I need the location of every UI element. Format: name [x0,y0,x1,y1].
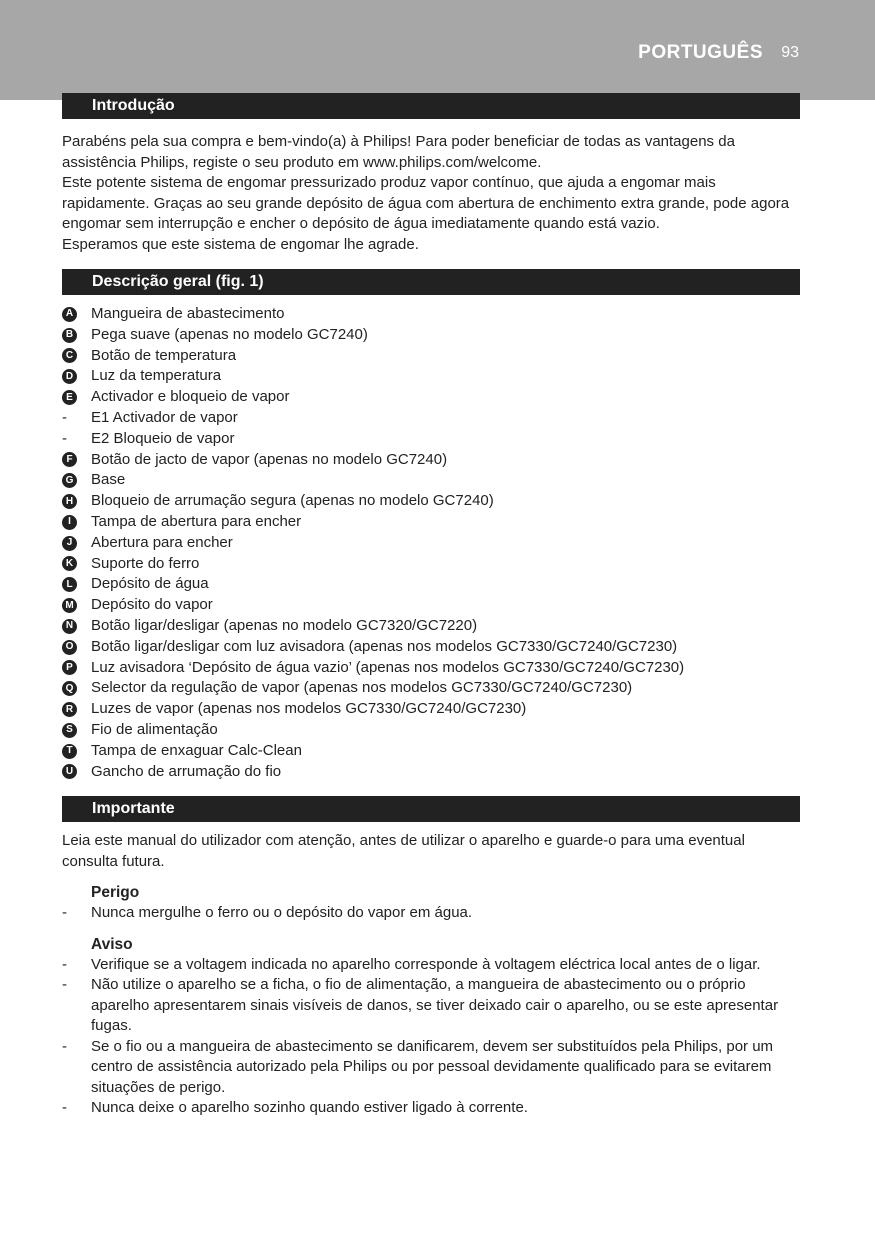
bullet-item [62,903,800,924]
bullet-item [62,975,800,1037]
part-label: Luz avisadora ‘Depósito de água vazio’ (apenas nos modelos GC7330/GC7240/GC7230) [91,658,685,676]
danger-list [62,903,800,924]
part-letter-badge: I [62,515,77,530]
parts-list-item [62,366,800,387]
dash-bullet: - [62,1099,67,1117]
dash-bullet: - [62,904,67,922]
part-letter-badge: N [62,619,77,634]
parts-list-item [62,720,800,741]
parts-list-item [62,304,800,325]
part-label: Tampa de enxaguar Calc-Clean [91,741,302,759]
bullet-item [62,1037,800,1099]
part-letter-badge: S [62,723,77,738]
part-label: Luz da temperatura [91,367,222,385]
parts-list-item [62,491,800,512]
dash-bullet: - [62,408,67,426]
part-label: Botão ligar/desligar com luz avisadora (apenas nos modelos GC7330/GC7240/GC7230) [91,637,678,655]
part-letter-badge: M [62,598,77,613]
part-label: Bloqueio de arrumação segura (apenas no modelo GC7240) [91,492,494,510]
parts-list-item [62,470,800,491]
part-label: Fio de alimentação [91,720,218,738]
part-letter-badge: E [62,390,77,405]
part-label: Activador e bloqueio de vapor [91,388,290,406]
part-letter-badge: G [62,473,77,488]
section-heading-description: Descrição geral (fig. 1) [62,269,800,295]
part-letter-badge: U [62,764,77,779]
part-label: Botão de jacto de vapor (apenas no modelo GC7240) [91,450,448,468]
part-letter-badge: J [62,536,77,551]
important-intro: Leia este manual do utilizador com atenção, antes de utilizar o aparelho e guarde-o para uma eventual consulta futura. [62,832,745,870]
parts-list-item [62,741,800,762]
part-label: Depósito de água [91,575,209,593]
part-label: E2 Bloqueio de vapor [91,429,235,447]
parts-list-item [62,533,800,554]
part-letter-badge: O [62,640,77,655]
bullet-item [62,955,800,976]
intro-paragraph: Este potente sistema de engomar pressurizado produz vapor contínuo, que ajuda a engomar mais rapidamente. Graças ao seu grande depósito de água com abertura de enchimento extra grande, pode agora engomar sem interrupção e encher o depósito de água imediatamente quando está vazio. [62,174,790,232]
part-letter-badge: K [62,556,77,571]
page-number: 93 [781,44,799,61]
parts-list-item [62,595,800,616]
bullet-text: Nunca deixe o aparelho sozinho quando estiver ligado à corrente. [91,1099,528,1117]
part-letter-badge: L [62,577,77,592]
page-content [62,93,800,1119]
important-section [62,831,800,1119]
parts-list [62,304,800,782]
part-letter-badge: A [62,307,77,322]
dash-bullet: - [62,955,67,973]
part-label: Botão de temperatura [91,346,237,364]
warning-heading: Aviso [91,935,133,953]
parts-list-item [62,429,800,450]
bullet-text: Verifique se a voltagem indicada no aparelho corresponde à voltagem eléctrica local antes de o ligar. [91,955,761,973]
part-label: Depósito do vapor [91,596,213,614]
part-label: Pega suave (apenas no modelo GC7240) [91,325,368,343]
bullet-item [62,1098,800,1119]
parts-list-item [62,658,800,679]
part-label: Selector da regulação de vapor (apenas nos modelos GC7330/GC7240/GC7230) [91,679,633,697]
danger-heading: Perigo [91,884,140,902]
part-letter-badge: D [62,369,77,384]
warning-list [62,955,800,1119]
part-label: Tampa de abertura para encher [91,512,302,530]
part-label: Abertura para encher [91,533,233,551]
intro-paragraph: Esperamos que este sistema de engomar lhe agrade. [62,235,419,253]
bullet-text: Nunca mergulhe o ferro ou o depósito do vapor em água. [91,904,473,922]
parts-list-item [62,574,800,595]
parts-list-item [62,450,800,471]
bullet-text: Não utilize o aparelho se a ficha, o fio de alimentação, a mangueira de abastecimento ou o próprio aparelho apresentarem sinais visíveis de danos, se tiver deixado cair o aparelho, ou se este apresentar fugas. [91,976,779,1035]
parts-list-item [62,512,800,533]
parts-list-item [62,637,800,658]
parts-list-item [62,699,800,720]
part-letter-badge: B [62,328,77,343]
part-label: Gancho de arrumação do fio [91,762,282,780]
section-heading-intro: Introdução [62,93,800,119]
part-letter-badge: F [62,452,77,467]
part-letter-badge: Q [62,681,77,696]
parts-list-item [62,408,800,429]
dash-bullet: - [62,1037,67,1055]
parts-list-item [62,762,800,783]
part-letter-badge: T [62,744,77,759]
part-letter-badge: P [62,660,77,675]
part-label: Luzes de vapor (apenas nos modelos GC7330/GC7240/GC7230) [91,700,527,718]
dash-bullet: - [62,976,67,994]
intro-text [62,132,800,255]
parts-list-item [62,554,800,575]
parts-list-item [62,616,800,637]
part-label: Mangueira de abastecimento [91,305,285,322]
section-heading-important: Importante [62,796,800,822]
bullet-text: Se o fio ou a mangueira de abastecimento se danificarem, devem ser substituídos pela Philips, por um centro de assistência autorizado pela Philips ou por pessoal devidamente qualificado para se evitarem situações de perigo. [91,1037,774,1096]
part-label: Base [91,471,126,489]
intro-paragraph: Parabéns pela sua compra e bem-vindo(a) à Philips! Para poder beneficiar de todas as vantagens da assistência Philips, registe o seu produto em www.philips.com/welcome. [62,133,735,171]
part-letter-badge: C [62,348,77,363]
part-letter-badge: H [62,494,77,509]
language-label: PORTUGUÊS [638,42,763,63]
part-label: E1 Activador de vapor [91,408,238,426]
dash-bullet: - [62,429,67,447]
part-label: Botão ligar/desligar (apenas no modelo GC7320/GC7220) [91,616,478,634]
parts-list-item [62,678,800,699]
page-header [0,0,875,100]
parts-list-item [62,346,800,367]
parts-list-item [62,387,800,408]
part-label: Suporte do ferro [91,554,200,572]
part-letter-badge: R [62,702,77,717]
parts-list-item [62,325,800,346]
